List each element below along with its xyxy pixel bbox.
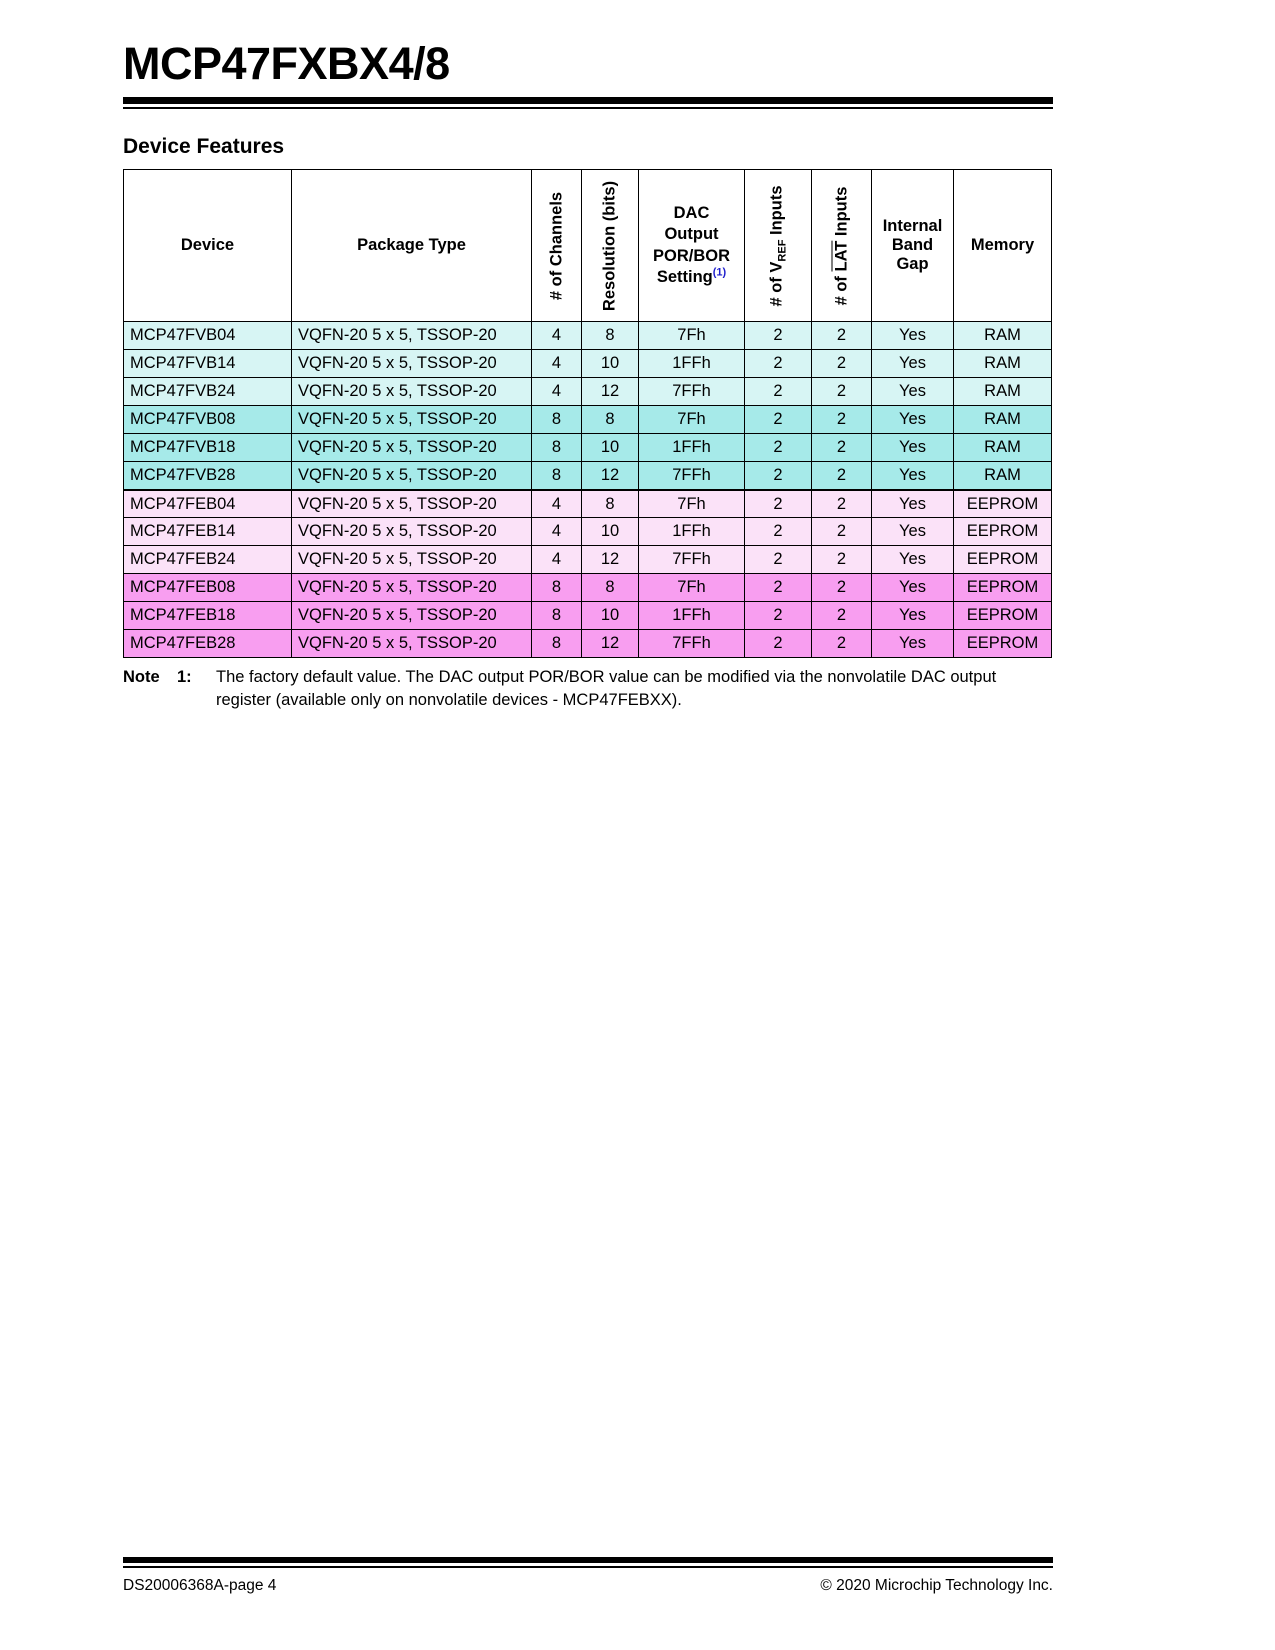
cell-por-bor-setting: 7Fh bbox=[639, 574, 745, 602]
cell-device: MCP47FEB24 bbox=[124, 546, 292, 574]
cell-device: MCP47FVB08 bbox=[124, 406, 292, 434]
page-footer bbox=[123, 1557, 1053, 1595]
cell-memory: RAM bbox=[954, 322, 1052, 350]
cell-memory: EEPROM bbox=[954, 518, 1052, 546]
cell-por-bor-setting: 1FFh bbox=[639, 602, 745, 630]
col-header-resolution-label: Resolution (bits) bbox=[600, 180, 619, 311]
cell-resolution: 8 bbox=[582, 322, 639, 350]
cell-por-bor-setting: 1FFh bbox=[639, 350, 745, 378]
footnote-label: Note bbox=[123, 668, 160, 687]
footnote-text: The factory default value. The DAC output POR/BOR value can be modified via the nonvolatile DAC output register (available only on nonvolatile devices - MCP47FEBXX). bbox=[216, 668, 997, 709]
cell-package-type: VQFN-20 5 x 5, TSSOP-20 bbox=[292, 602, 532, 630]
cell-memory: EEPROM bbox=[954, 490, 1052, 518]
cell-num-channels: 8 bbox=[532, 574, 582, 602]
cell-lat-inputs: 2 bbox=[812, 462, 872, 490]
footer-row bbox=[123, 1577, 1053, 1595]
table-row-mcp47fvb28 bbox=[124, 462, 1052, 490]
cell-vref-inputs: 2 bbox=[745, 322, 812, 350]
cell-lat-inputs: 2 bbox=[812, 518, 872, 546]
cell-num-channels: 4 bbox=[532, 546, 582, 574]
cell-lat-inputs: 2 bbox=[812, 630, 872, 658]
cell-memory: EEPROM bbox=[954, 602, 1052, 630]
cell-num-channels: 8 bbox=[532, 434, 582, 462]
col-header-device bbox=[124, 170, 292, 322]
col-header-internal-band-gap bbox=[872, 170, 954, 322]
cell-resolution: 12 bbox=[582, 630, 639, 658]
cell-vref-inputs: 2 bbox=[745, 406, 812, 434]
table-row-mcp47feb28 bbox=[124, 630, 1052, 658]
cell-resolution: 8 bbox=[582, 574, 639, 602]
table-row-mcp47feb24 bbox=[124, 546, 1052, 574]
cell-device: MCP47FVB28 bbox=[124, 462, 292, 490]
cell-internal-band-gap: Yes bbox=[872, 518, 954, 546]
cell-memory: EEPROM bbox=[954, 546, 1052, 574]
cell-lat-inputs: 2 bbox=[812, 322, 872, 350]
cell-resolution: 12 bbox=[582, 546, 639, 574]
cell-por-bor-setting: 7FFh bbox=[639, 546, 745, 574]
cell-vref-inputs: 2 bbox=[745, 574, 812, 602]
cell-internal-band-gap: Yes bbox=[872, 350, 954, 378]
section-heading: Device Features bbox=[123, 135, 285, 159]
vref-subscript: REF bbox=[776, 239, 789, 262]
cell-vref-inputs: 2 bbox=[745, 518, 812, 546]
cell-num-channels: 4 bbox=[532, 322, 582, 350]
cell-resolution: 8 bbox=[582, 406, 639, 434]
cell-package-type: VQFN-20 5 x 5, TSSOP-20 bbox=[292, 350, 532, 378]
cell-vref-inputs: 2 bbox=[745, 434, 812, 462]
cell-internal-band-gap: Yes bbox=[872, 462, 954, 490]
table-row-mcp47fvb08 bbox=[124, 406, 1052, 434]
footnote-number: 1: bbox=[177, 668, 192, 687]
cell-vref-inputs: 2 bbox=[745, 378, 812, 406]
lat-overline: $\overline{LAT}$ bbox=[832, 240, 850, 272]
cell-internal-band-gap: Yes bbox=[872, 574, 954, 602]
col-header-vref-inputs-label: # of $V_{REF}$ Inputs bbox=[767, 185, 789, 307]
cell-por-bor-setting: 1FFh bbox=[639, 434, 745, 462]
cell-por-bor-setting: 7FFh bbox=[639, 462, 745, 490]
cell-package-type: VQFN-20 5 x 5, TSSOP-20 bbox=[292, 518, 532, 546]
footnote-1-reference[interactable]: (1) bbox=[712, 266, 727, 279]
title-rule-thick bbox=[123, 97, 1053, 104]
cell-device: MCP47FEB18 bbox=[124, 602, 292, 630]
table-row-mcp47fvb04 bbox=[124, 322, 1052, 350]
cell-resolution: 8 bbox=[582, 490, 639, 518]
cell-vref-inputs: 2 bbox=[745, 602, 812, 630]
col-header-device-label: Device bbox=[180, 236, 235, 255]
col-header-resolution bbox=[582, 170, 639, 322]
table-row-mcp47feb08 bbox=[124, 574, 1052, 602]
cell-internal-band-gap: Yes bbox=[872, 378, 954, 406]
col-header-dac-por-bor-setting bbox=[639, 170, 745, 322]
cell-memory: EEPROM bbox=[954, 630, 1052, 658]
cell-device: MCP47FVB14 bbox=[124, 350, 292, 378]
cell-package-type: VQFN-20 5 x 5, TSSOP-20 bbox=[292, 378, 532, 406]
cell-lat-inputs: 2 bbox=[812, 434, 872, 462]
cell-package-type: VQFN-20 5 x 5, TSSOP-20 bbox=[292, 546, 532, 574]
cell-por-bor-setting: 7FFh bbox=[639, 378, 745, 406]
cell-device: MCP47FEB14 bbox=[124, 518, 292, 546]
cell-internal-band-gap: Yes bbox=[872, 490, 954, 518]
table-row-mcp47feb04 bbox=[124, 490, 1052, 518]
page-content bbox=[123, 0, 1053, 711]
cell-num-channels: 4 bbox=[532, 518, 582, 546]
cell-vref-inputs: 2 bbox=[745, 350, 812, 378]
cell-resolution: 10 bbox=[582, 350, 639, 378]
cell-lat-inputs: 2 bbox=[812, 490, 872, 518]
cell-package-type: VQFN-20 5 x 5, TSSOP-20 bbox=[292, 406, 532, 434]
cell-memory: RAM bbox=[954, 378, 1052, 406]
col-header-vref-inputs bbox=[745, 170, 812, 322]
cell-num-channels: 4 bbox=[532, 378, 582, 406]
device-features-table bbox=[123, 169, 1052, 658]
cell-por-bor-setting: 7FFh bbox=[639, 630, 745, 658]
cell-resolution: 12 bbox=[582, 462, 639, 490]
table-row-mcp47fvb18 bbox=[124, 434, 1052, 462]
page-title: MCP47FXBX4/8 bbox=[123, 38, 450, 89]
col-header-lat-inputs bbox=[812, 170, 872, 322]
cell-num-channels: 4 bbox=[532, 490, 582, 518]
cell-vref-inputs: 2 bbox=[745, 546, 812, 574]
cell-lat-inputs: 2 bbox=[812, 546, 872, 574]
footer-rule-thick bbox=[123, 1557, 1053, 1563]
table-row-mcp47fvb24 bbox=[124, 378, 1052, 406]
cell-resolution: 10 bbox=[582, 434, 639, 462]
footer-copyright: © 2020 Microchip Technology Inc. bbox=[820, 1577, 1053, 1594]
col-header-package-type bbox=[292, 170, 532, 322]
cell-internal-band-gap: Yes bbox=[872, 546, 954, 574]
col-header-memory-label: Memory bbox=[970, 236, 1035, 255]
cell-num-channels: 8 bbox=[532, 462, 582, 490]
cell-memory: RAM bbox=[954, 350, 1052, 378]
cell-internal-band-gap: Yes bbox=[872, 434, 954, 462]
cell-package-type: VQFN-20 5 x 5, TSSOP-20 bbox=[292, 490, 532, 518]
cell-device: MCP47FEB08 bbox=[124, 574, 292, 602]
cell-resolution: 10 bbox=[582, 602, 639, 630]
footer-rule bbox=[123, 1557, 1053, 1568]
cell-lat-inputs: 2 bbox=[812, 574, 872, 602]
footer-rule-thin bbox=[123, 1566, 1053, 1568]
col-header-num-channels bbox=[532, 170, 582, 322]
col-header-num-channels-label: # of Channels bbox=[547, 191, 565, 300]
col-header-dac-por-bor-setting-label: DAC Output POR/BOR Setting$^{(1)}$ bbox=[652, 203, 730, 287]
table-row-mcp47feb14 bbox=[124, 518, 1052, 546]
cell-por-bor-setting: 7Fh bbox=[639, 322, 745, 350]
col-header-package-type-label: Package Type bbox=[357, 236, 466, 255]
title-rule bbox=[123, 97, 1053, 109]
cell-vref-inputs: 2 bbox=[745, 630, 812, 658]
footnote-1 bbox=[123, 666, 1053, 711]
cell-vref-inputs: 2 bbox=[745, 462, 812, 490]
col-header-lat-inputs-label: # of $\overline{LAT}$ Inputs bbox=[832, 186, 850, 306]
cell-vref-inputs: 2 bbox=[745, 490, 812, 518]
cell-package-type: VQFN-20 5 x 5, TSSOP-20 bbox=[292, 434, 532, 462]
cell-memory: RAM bbox=[954, 406, 1052, 434]
cell-lat-inputs: 2 bbox=[812, 350, 872, 378]
table-body bbox=[124, 322, 1052, 658]
cell-por-bor-setting: 7Fh bbox=[639, 490, 745, 518]
table-row-mcp47feb18 bbox=[124, 602, 1052, 630]
cell-por-bor-setting: 1FFh bbox=[639, 518, 745, 546]
cell-internal-band-gap: Yes bbox=[872, 602, 954, 630]
cell-lat-inputs: 2 bbox=[812, 406, 872, 434]
cell-num-channels: 8 bbox=[532, 630, 582, 658]
cell-package-type: VQFN-20 5 x 5, TSSOP-20 bbox=[292, 630, 532, 658]
cell-package-type: VQFN-20 5 x 5, TSSOP-20 bbox=[292, 462, 532, 490]
cell-device: MCP47FVB18 bbox=[124, 434, 292, 462]
cell-memory: EEPROM bbox=[954, 574, 1052, 602]
cell-lat-inputs: 2 bbox=[812, 602, 872, 630]
cell-lat-inputs: 2 bbox=[812, 378, 872, 406]
col-header-memory bbox=[954, 170, 1052, 322]
cell-resolution: 10 bbox=[582, 518, 639, 546]
cell-package-type: VQFN-20 5 x 5, TSSOP-20 bbox=[292, 322, 532, 350]
cell-resolution: 12 bbox=[582, 378, 639, 406]
cell-por-bor-setting: 7Fh bbox=[639, 406, 745, 434]
cell-device: MCP47FVB04 bbox=[124, 322, 292, 350]
cell-internal-band-gap: Yes bbox=[872, 630, 954, 658]
cell-memory: RAM bbox=[954, 434, 1052, 462]
cell-internal-band-gap: Yes bbox=[872, 406, 954, 434]
cell-memory: RAM bbox=[954, 462, 1052, 490]
cell-num-channels: 8 bbox=[532, 602, 582, 630]
cell-device: MCP47FEB04 bbox=[124, 490, 292, 518]
table-header-row bbox=[124, 170, 1052, 322]
cell-num-channels: 8 bbox=[532, 406, 582, 434]
footer-page-number: DS20006368A-page 4 bbox=[123, 1577, 277, 1594]
cell-num-channels: 4 bbox=[532, 350, 582, 378]
cell-package-type: VQFN-20 5 x 5, TSSOP-20 bbox=[292, 574, 532, 602]
cell-internal-band-gap: Yes bbox=[872, 322, 954, 350]
cell-device: MCP47FEB28 bbox=[124, 630, 292, 658]
table-row-mcp47fvb14 bbox=[124, 350, 1052, 378]
col-header-internal-band-gap-label: Internal Band Gap bbox=[882, 217, 943, 274]
title-rule-thin bbox=[123, 107, 1053, 109]
cell-device: MCP47FVB24 bbox=[124, 378, 292, 406]
